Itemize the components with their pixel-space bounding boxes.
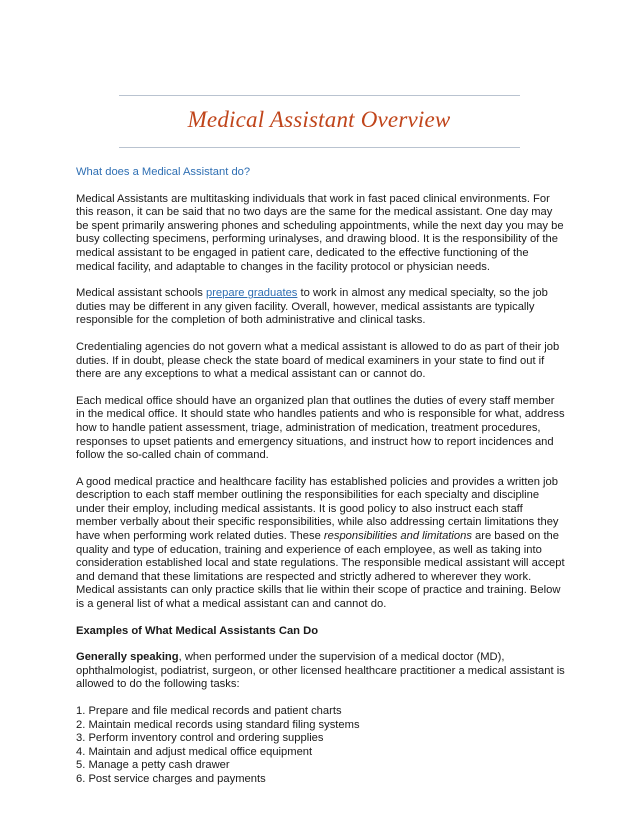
paragraph-schools-end: to work in almost any medical specialty, so the job duties may be different in any given facility. Overall, however, medical assistants are typically responsible for the completion of both administrative and clinical tasks. [76, 287, 548, 327]
paragraph-office-plan: Each medical office should have an organized plan that outlines the duties of every staff member in the medical office. It should state who handles patients and who is responsible for what, address how to handle patient assessment, triage, administration of medication, treatment procedures, responses to upset patients and emergency situations, and instruct how to report incidences and follow the so-called chain of command. [76, 394, 565, 462]
list-item: 1. Prepare and file medical records and patient charts [76, 705, 342, 717]
paragraph-credentialing: Credentialing agencies do not govern what a medical assistant is allowed to do as part of their job duties. If in doubt, please check the state board of medical examiners in your state to find out if there are any exceptions to what a medical assistant can or cannot do. [76, 340, 560, 381]
paragraph-schools [76, 287, 566, 328]
paragraph-policies [76, 476, 566, 612]
paragraph-generally-end: , when performed under the supervision of a medical doctor (MD), ophthalmologist, podiatrist, surgeon, or other licensed healthcare practitioner a medical assistant is allowed to do the following tasks: [76, 651, 565, 691]
list-item: 2. Maintain medical records using standard filing systems [76, 718, 360, 731]
responsibilities-emphasis: responsibilities and limitations [323, 530, 472, 543]
paragraph-schools-start: Medical assistant schools [76, 287, 206, 300]
paragraph-policies-start: A good medical practice and healthcare facility has established policies and provides a written job description to each staff member outlining the responsibilities for each specialty and discipline under their employ, including medical assistants. It is good policy to also instruct each staff member verbally about their specific responsibilities, while also addressing certain limitations they have when performing work related duties. These [76, 475, 559, 543]
generally-speaking-bold: Generally speaking [76, 651, 179, 664]
section-heading-text: What does a Medical Assistant do? [76, 166, 251, 178]
task-list [76, 705, 566, 787]
list-item: 5. Manage a petty cash drawer [76, 759, 230, 772]
examples-heading: Examples of What Medical Assistants Can Do [76, 624, 319, 637]
prepare-graduates-link[interactable]: prepare graduates [205, 287, 298, 300]
title-rule-top [119, 95, 520, 96]
list-item: 6. Post service charges and payments [76, 772, 266, 785]
title-rule-bottom [119, 147, 520, 148]
section-heading [76, 166, 566, 180]
paragraph-generally [76, 651, 566, 692]
page-title: Medical Assistant Overview [187, 107, 451, 132]
list-item: 4. Maintain and adjust medical office equipment [76, 745, 313, 758]
document-body [76, 166, 566, 787]
list-item: 3. Perform inventory control and ordering supplies [76, 732, 324, 745]
paragraph-policies-end: are based on the quality and type of education, training and experience of each employee, as well as taking into consideration established local and state regulations. The responsible medical assistant will accept and demand that these limitations are respected and strictly adhered to wherever they work. Medical assistants can only practice skills that lie within their scope of practice and training. Below is a general list of what a medical assistant can and cannot do. [76, 530, 565, 611]
paragraph-intro: Medical Assistants are multitasking individuals that work in fast paced clinical environments. For this reason, it can be said that no two days are the same for the medical assistant. One day may be spent primarily answering phones and scheduling appointments, while the next day you may be busy collecting specimens, performing urinalyses, and drawing blood. It is the responsibility of the medical assistant to be engaged in patient care, dedicated to the effective functioning of the medical facility, and adaptable to changes in the facility protocol or physician needs. [76, 192, 564, 273]
